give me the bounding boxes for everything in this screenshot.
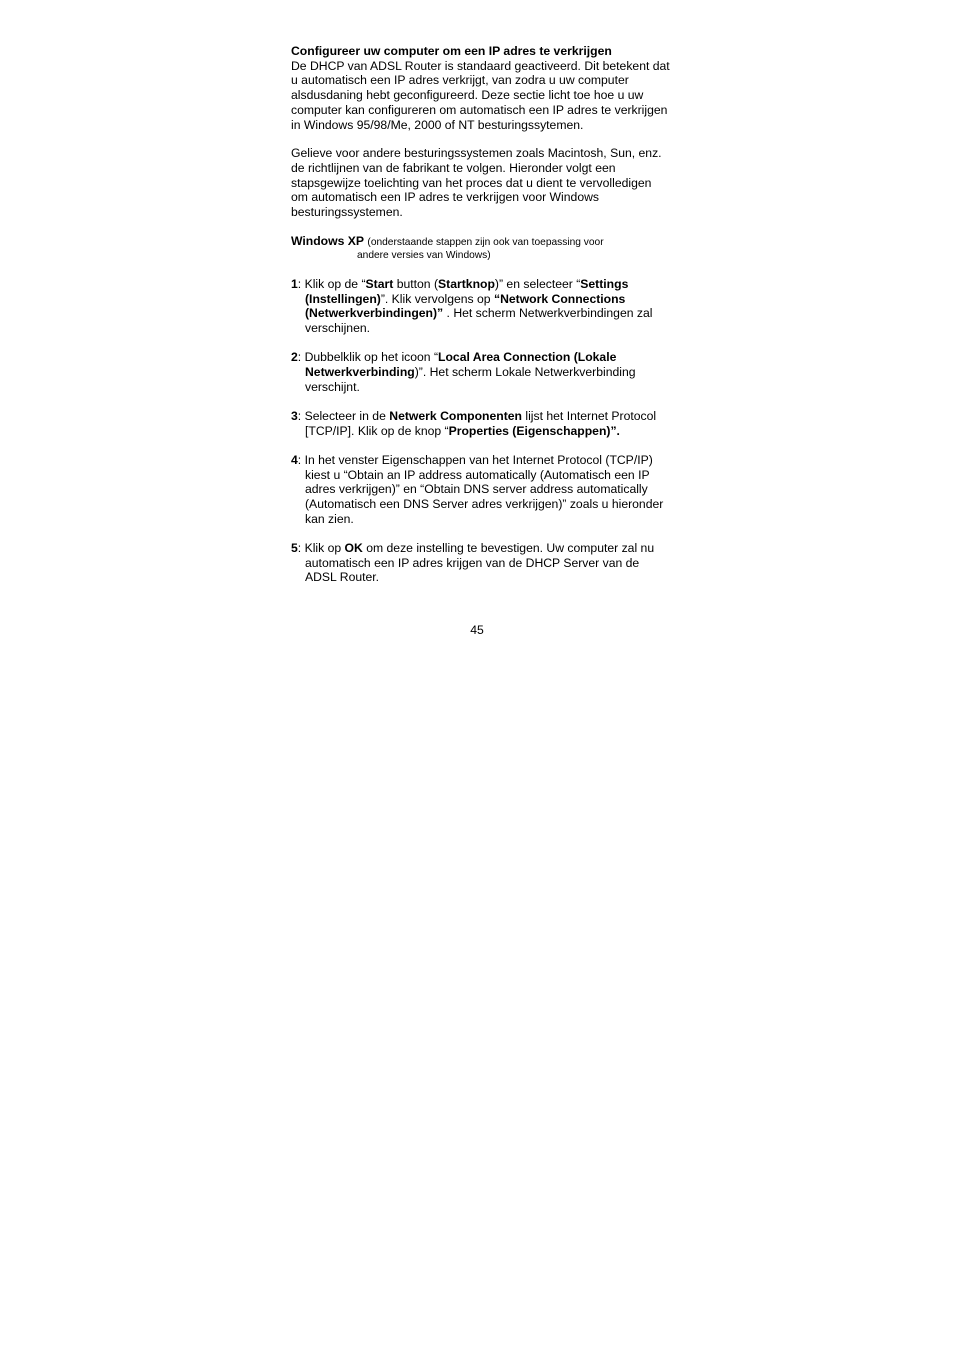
- step-bold-term: Netwerk Componenten: [389, 408, 522, 423]
- step-separator: :: [297, 452, 305, 467]
- step-text: om deze instelling te bevestigen. Uw computer zal nu automatisch een IP adres krijgen van de DHCP Server van de ADSL Router.: [305, 540, 655, 585]
- step-2: [291, 350, 671, 394]
- step-bold-term: Settings (Instellingen): [305, 277, 629, 306]
- step-bold-term: OK: [344, 540, 363, 555]
- section-heading: Configureer uw computer om een IP adres te verkrijgen: [291, 44, 612, 58]
- step-number: 2: [291, 350, 298, 365]
- step-separator: :: [297, 277, 305, 292]
- step-text: button (: [393, 277, 439, 292]
- step-separator: :: [297, 350, 305, 365]
- document-body: [291, 44, 671, 585]
- step-text: Selecteer in de: [304, 408, 390, 423]
- windows-xp-note-continued: andere versies van Windows): [357, 250, 491, 262]
- windows-xp-note: (onderstaande stappen zijn ook van toepassing voor: [367, 236, 604, 248]
- step-text: In het venster Eigenschappen van het Internet Protocol (TCP/IP) kiest u “Obtain an IP address automatically (Automatisch een IP adres verkrijgen)” en “Obtain DNS server address automatically (Automatisch een DNS Server adres verkrijgen)” zoals u hieronder kan zien.: [304, 452, 664, 526]
- step-1: [291, 277, 671, 336]
- step-number: 1: [291, 277, 298, 292]
- step-separator: :: [297, 408, 305, 423]
- step-bold-term: “Network Connections (Netwerkverbindingen)”: [305, 291, 626, 321]
- step-bold-term: Start: [365, 277, 394, 292]
- step-separator: :: [297, 540, 305, 555]
- step-text: )”. Het scherm Lokale Netwerkverbinding verschijnt.: [305, 365, 636, 394]
- step-text: Klik op: [304, 540, 345, 555]
- step-bold-term: Properties (Eigenschappen)”.: [448, 423, 620, 438]
- step-number: 3: [291, 408, 298, 423]
- step-4: [291, 453, 671, 527]
- step-number: 4: [291, 452, 298, 467]
- step-text: Klik op de “: [304, 277, 366, 292]
- windows-xp-label: Windows XP: [291, 233, 365, 248]
- step-text: . Het scherm Netwerkverbindingen zal verschijnen.: [305, 306, 653, 336]
- step-number: 5: [291, 540, 298, 555]
- step-text: )” en selecteer “: [494, 277, 581, 292]
- step-text: Dubbelklik op het icoon “: [304, 350, 439, 365]
- windows-xp-heading: [291, 234, 671, 263]
- intro-paragraph: De DHCP van ADSL Router is standaard geactiveerd. Dit betekent dat u automatisch een IP adres verkrijgt, van zodra u uw computer alsdusdaning hebt geconfigureerd. Deze sectie licht toe hoe u uw computer kan configureren om automatisch een IP adres te verkrijgen in Windows 95/98/Me, 2000 of NT besturingssytemen.: [291, 58, 670, 132]
- step-text: lijst het Internet Protocol [TCP/IP]. Klik op de knop “: [305, 408, 657, 438]
- step-5: [291, 541, 671, 585]
- step-bold-term: Local Area Connection (Lokale Netwerkverbinding: [305, 350, 617, 380]
- step-text: ”. Klik vervolgens op: [380, 291, 494, 306]
- step-3: [291, 409, 671, 438]
- step-bold-term: Startknop: [438, 277, 495, 292]
- other-os-paragraph: Gelieve voor andere besturingssystemen zoals Macintosh, Sun, enz. de richtlijnen van de fabrikant te volgen. Hieronder volgt een stapsgewijze toelichting van het proces dat u dient te vervolledigen om automatisch een IP adres te verkrijgen voor Windows besturingssystemen.: [291, 146, 662, 220]
- page-number: 45: [470, 623, 484, 637]
